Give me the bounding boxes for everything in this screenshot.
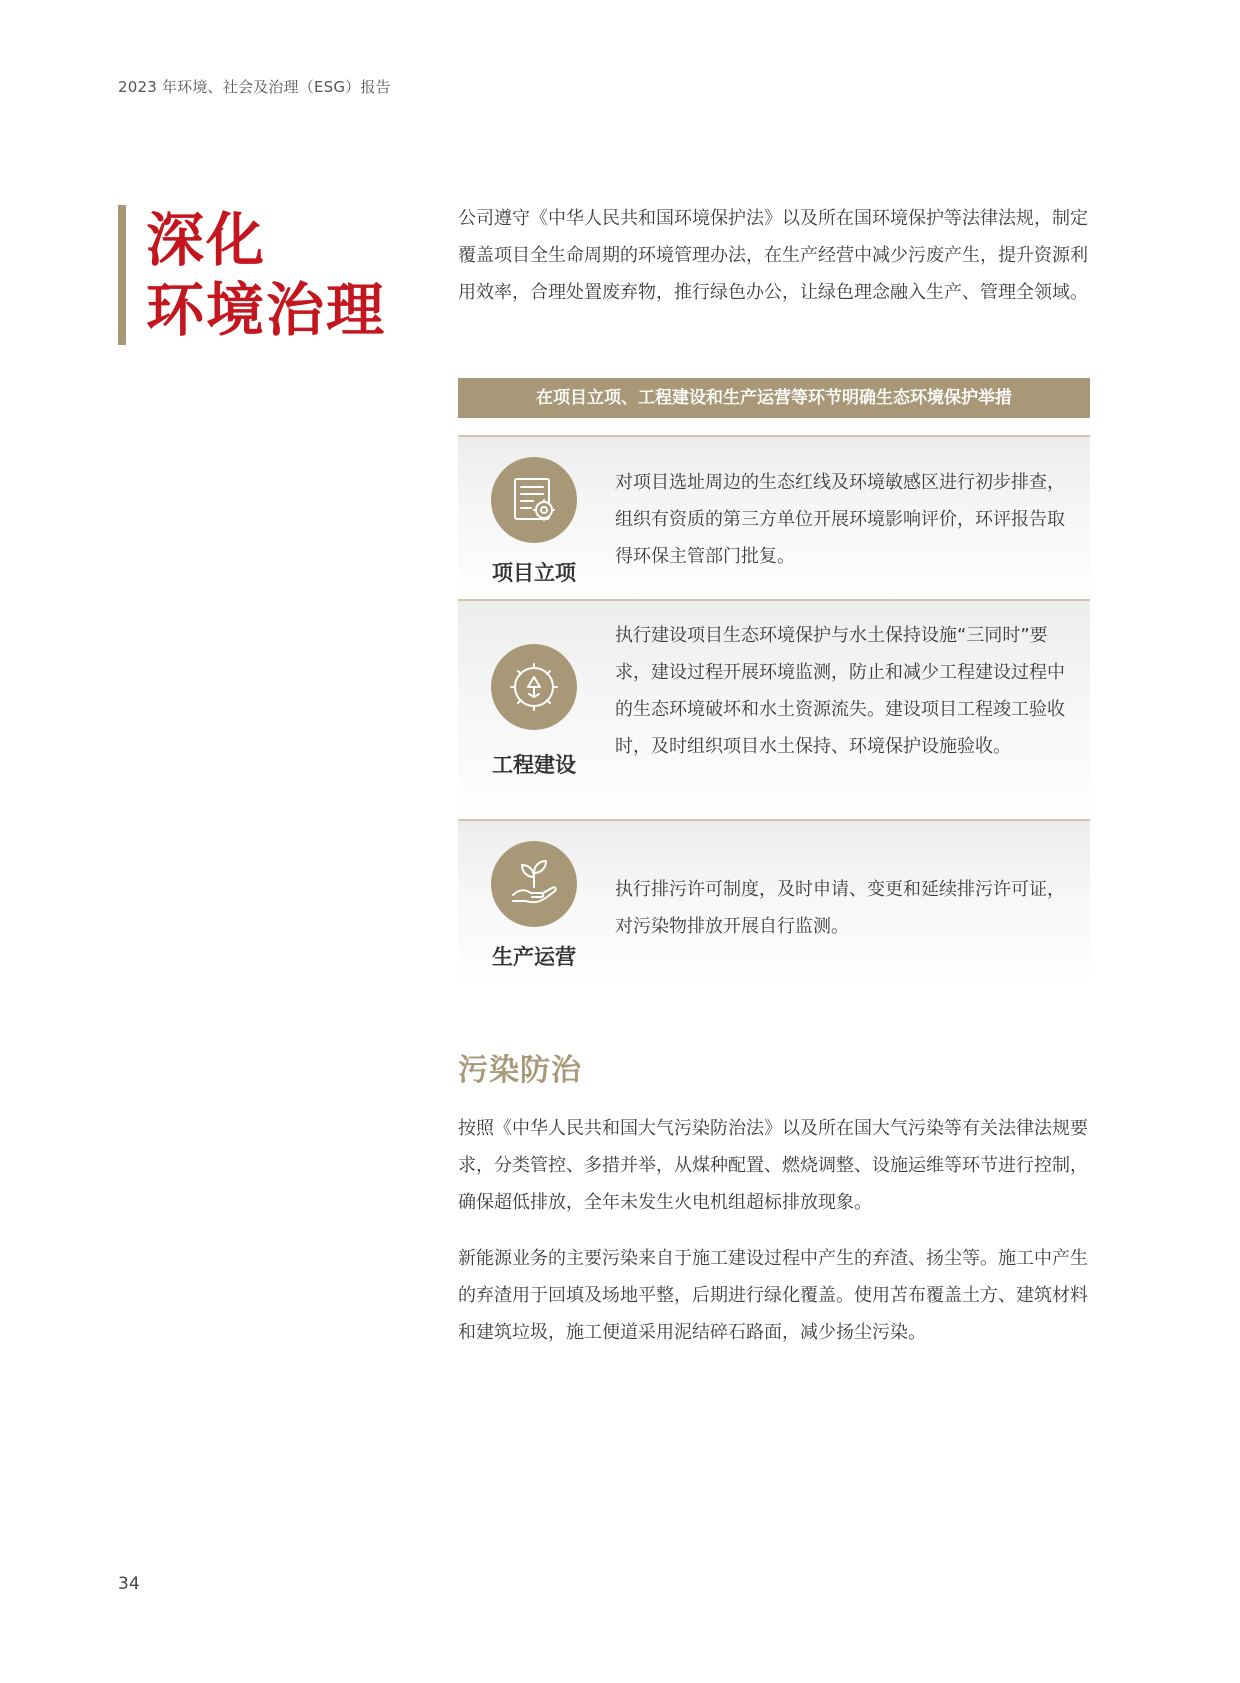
intro-paragraph: 公司遵守《中华人民共和国环境保护法》以及所在国环境保护等法律法规，制定覆盖项目全生命周期的环境管理办法，在生产经营中减少污废产生，提升资源利用效率，合理处置废弃物，推行绿色办公，让绿色理念融入生产、管理全领域。 [458, 208, 1088, 303]
section-paragraph-1: 按照《中华人民共和国大气污染防治法》以及所在国大气污染等有关法律法规要求，分类管控、多措并举，从煤种配置、燃烧调整、设施运维等环节进行控制，确保超低排放，全年未发生火电机组超标排放现象。 [458, 1118, 1088, 1213]
page-title-line-2: 环境治理 [146, 276, 387, 344]
stage-label-project-approval: 项目立项 [492, 561, 576, 585]
stage-desc-construction: 执行建设项目生态环境保护与水土保持设施“三同时”要求，建设过程开展环境监测，防止和减少工程建设过程中的生态环境破坏和水土资源流失。建设项目工程竣工验收时，及时组织项目水土保持、环境保护设施验收。 [615, 625, 1065, 757]
stage-desc-operation: 执行排污许可制度，及时申请、变更和延续排污许可证，对污染物排放开展自行监测。 [615, 879, 1065, 937]
measures-row-operation [458, 819, 1090, 987]
section-paragraph-2: 新能源业务的主要污染来自于施工建设过程中产生的弃渣、扬尘等。施工中产生的弃渣用于回填及场地平整，后期进行绿化覆盖。使用苫布覆盖土方、建筑材料和建筑垃圾，施工便道采用泥结碎石路面，减少扬尘污染。 [458, 1248, 1088, 1343]
stage-desc-project-approval: 对项目选址周边的生态红线及环境敏感区进行初步排查，组织有资质的第三方单位开展环境影响评价，环评报告取得环保主管部门批复。 [615, 472, 1065, 567]
page-title-line-1: 深化 [146, 206, 267, 274]
report-header: 2023 年环境、社会及治理（ESG）报告 [118, 78, 391, 96]
measures-row-construction [458, 599, 1090, 821]
stage-label-construction: 工程建设 [492, 753, 576, 777]
hand-sprout-icon [491, 841, 577, 927]
section-title-pollution-control: 污染防治 [458, 1053, 582, 1088]
measures-row-project-approval [458, 435, 1090, 601]
document-gear-icon [491, 457, 577, 543]
page-title [118, 205, 386, 345]
page-number: 34 [118, 1574, 140, 1594]
measures-table-header: 在项目立项、工程建设和生产运营等环节明确生态环境保护举措 [458, 378, 1090, 418]
gear-recycle-icon [491, 644, 577, 730]
stage-label-operation: 生产运营 [492, 945, 576, 969]
